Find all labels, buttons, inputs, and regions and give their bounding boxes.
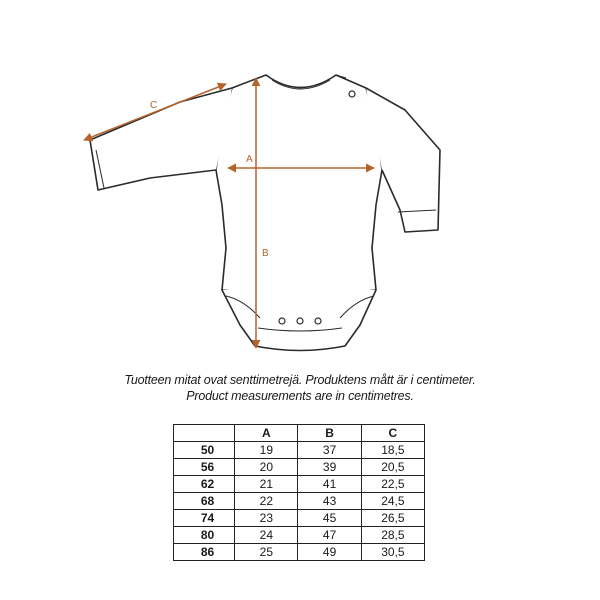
label-a: A	[246, 154, 253, 165]
size-table-header	[174, 425, 425, 442]
measure-cell: 28,5	[361, 527, 424, 544]
size-cell: 74	[174, 510, 235, 527]
measure-cell: 47	[298, 527, 361, 544]
size-cell: 80	[174, 527, 235, 544]
table-row	[174, 544, 425, 561]
measure-cell: 24	[235, 527, 298, 544]
caption-line-2: Product measurements are in centimetres.	[186, 389, 414, 403]
header-a: A	[235, 425, 298, 442]
measure-cell: 20,5	[361, 459, 424, 476]
caption-line-1: Tuotteen mitat ovat senttimetrejä. Produktens mått är i centimeter.	[124, 373, 476, 387]
table-row	[174, 459, 425, 476]
measure-cell: 26,5	[361, 510, 424, 527]
measure-cell: 22	[235, 493, 298, 510]
size-cell: 86	[174, 544, 235, 561]
table-row	[174, 442, 425, 459]
measure-cell: 37	[298, 442, 361, 459]
table-row	[174, 527, 425, 544]
size-cell: 56	[174, 459, 235, 476]
measure-cell: 22,5	[361, 476, 424, 493]
size-cell: 68	[174, 493, 235, 510]
header-b: B	[298, 425, 361, 442]
label-c: C	[150, 100, 158, 111]
size-cell: 50	[174, 442, 235, 459]
header-size	[174, 425, 235, 442]
measure-cell: 25	[235, 544, 298, 561]
measure-cell: 19	[235, 442, 298, 459]
measure-cell: 45	[298, 510, 361, 527]
table-row	[174, 493, 425, 510]
measure-cell: 18,5	[361, 442, 424, 459]
size-table	[173, 424, 425, 561]
size-cell: 62	[174, 476, 235, 493]
measure-cell: 20	[235, 459, 298, 476]
measure-cell: 43	[298, 493, 361, 510]
measure-cell: 41	[298, 476, 361, 493]
measure-cell: 23	[235, 510, 298, 527]
label-b: B	[262, 248, 269, 259]
measure-cell: 24,5	[361, 493, 424, 510]
measure-cell: 39	[298, 459, 361, 476]
measure-cell: 49	[298, 544, 361, 561]
table-row	[174, 476, 425, 493]
header-c: C	[361, 425, 424, 442]
table-row	[174, 510, 425, 527]
measure-cell: 30,5	[361, 544, 424, 561]
measure-cell: 21	[235, 476, 298, 493]
